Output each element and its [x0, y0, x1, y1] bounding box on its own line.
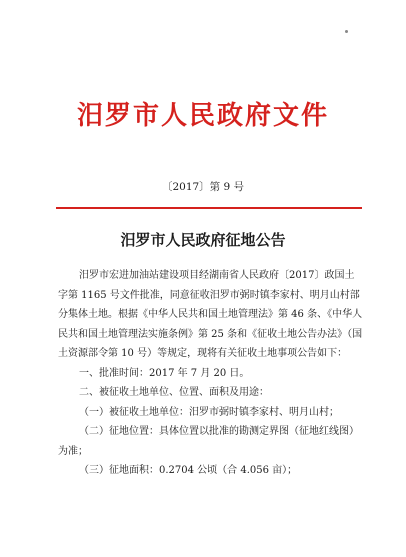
red-divider-line	[56, 207, 362, 209]
item-approval-time: 一、批准时间：2017 年 7 月 20 日。	[79, 367, 250, 379]
notice-title: 汨罗市人民政府征地公告	[120, 231, 286, 249]
document-number: 〔2017〕第 9 号	[161, 181, 245, 193]
notice-body	[58, 266, 364, 481]
item-land-units: （一）被征收土地单位：汨罗市弼时镇李家村、明月山村；	[79, 406, 339, 418]
item-land-location: （二）征地位置：具体位置以批准的勘测定界图（征地红线图）为准；	[58, 426, 359, 457]
document-header-title: 汨罗市人民政府文件	[76, 101, 329, 131]
intro-paragraph: 汨罗市宏进加油站建设项目经湖南省人民政府〔2017〕政国土字第 1165 号文件批准，同意征收汨罗市弼时镇李家村、明月山村部分集体土地。根据《中华人民共和国土地管理法》第 46 条、《中华人民共和国土地管理法实施条例》第 25 条和《征收土地公告办法》（国土资源部令第 10 号）等规定，现将有关征收土地事项公告如下：	[58, 270, 363, 359]
item-land-area: （三）征地面积：0.2704 公顷（合 4.056 亩）；	[79, 465, 298, 476]
item-land-info-heading: 二、被征收土地单位、位置、面积及用途：	[79, 387, 269, 398]
scan-speck	[345, 30, 348, 33]
